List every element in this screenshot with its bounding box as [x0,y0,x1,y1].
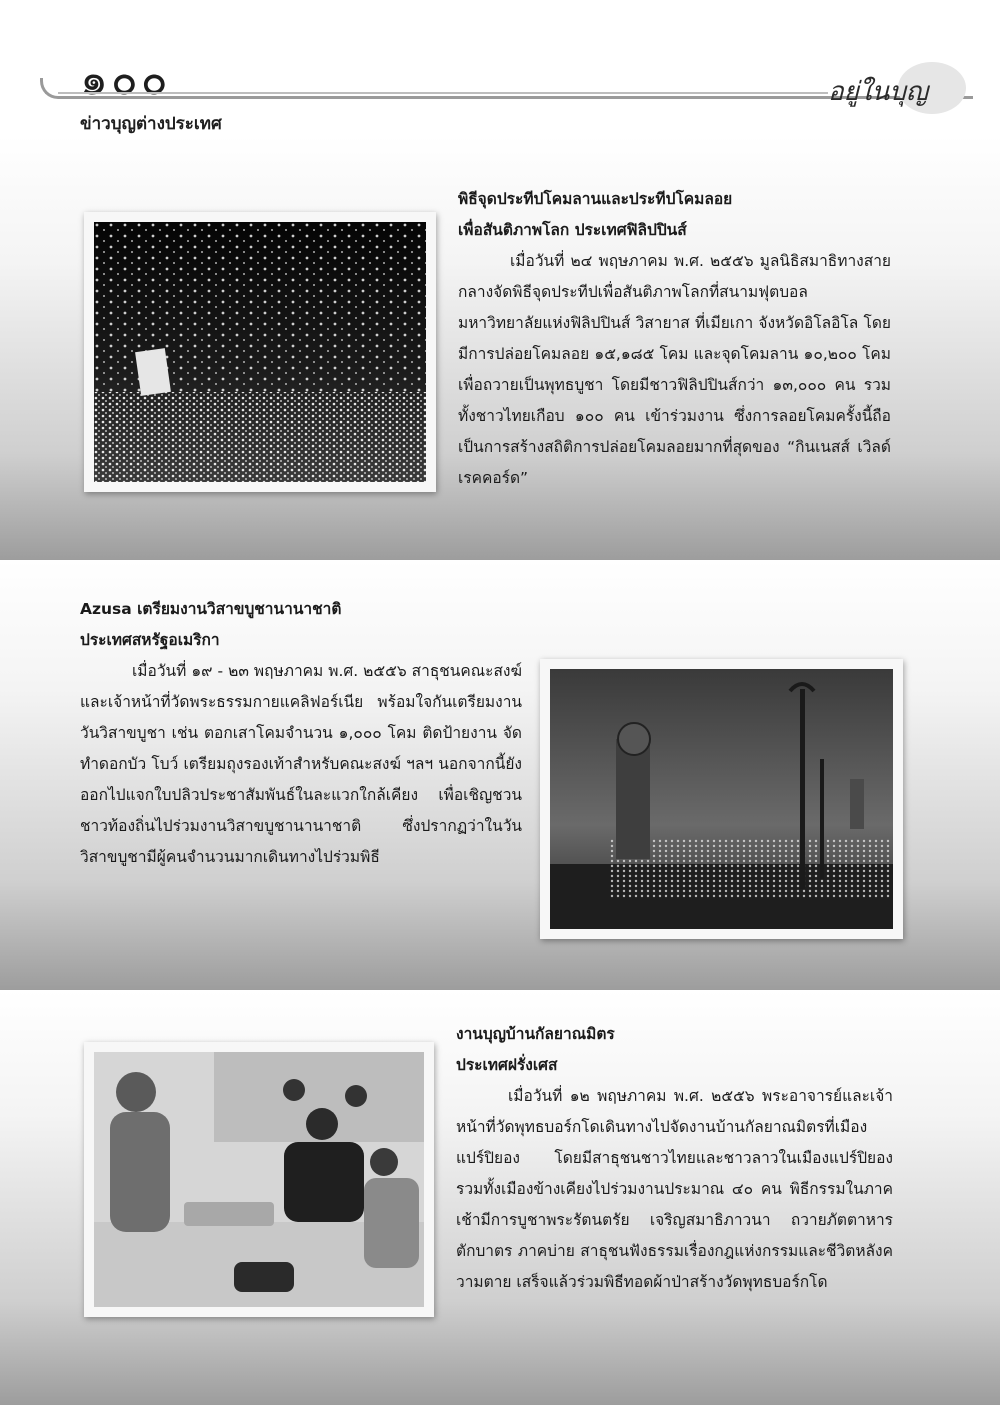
visakha-bucha-photo [540,659,903,939]
logo-text: อยู่ในบุญ [828,77,928,107]
article-body: เมื่อวันที่ ๒๔ พฤษภาคม พ.ศ. ๒๕๕๖ มูลนิธิสมาธิทางสายกลางจัดพิธีจุดประทีปเพื่อสันติภาพโลกที่สนามฟุตบอลมหาวิทยาลัยแห่งฟิลิปปินส์ วิสายาส ที่เมียเกา จังหวัดอิโลอิโล โดยมีการปล่อยโคมลอย ๑๕,๑๘๕ โคม และจุดโคมลาน ๑๐,๒๐๐ โคม เพื่อถวายเป็นพุทธบูชา โดยมีชาวฟิลิปปินส์กว่า ๑๓,๐๐๐ คน รวมทั้งชาวไทยเกือบ ๑๐๐ คน เข้าร่วมงาน ซึ่งการลอยโคมครั้งนี้ถือเป็นการสร้างสถิติการปล่อยโคมลอยมากที่สุดของ “กินเนสส์ เวิลด์ เรคคอร์ด” [458,252,891,487]
section-label: ข่าวบุญต่างประเทศ [80,114,222,134]
article-title-line: งานบุญบ้านกัลยาณมิตร [456,1025,615,1043]
article-title-line: ประเทศสหรัฐอเมริกา [80,631,220,649]
article-body: เมื่อวันที่ ๑๒ พฤษภาคม พ.ศ. ๒๕๕๖ พระอาจารย์และเจ้าหน้าที่วัดพุทธบอร์กโดเดินทางไปจัดงานบ้านกัลยาณมิตรที่เมืองแปร์ปิยอง โดยมีสาธุชนชาวไทยและชาวลาวในเมืองแปร์ปิยอง รวมทั้งเมืองข้างเคียงไปร่วมงานประมาณ ๔๐ คน พิธีกรรมในภาคเช้ามีการบูชาพระรัตนตรัย เจริญสมาธิภาวนา ถวายภัตตาหาร ตักบาตร ภาคบ่าย สาธุชนฟังธรรมเรื่องกฎแห่งกรรมและชีวิตหลังความตาย เสร็จแล้วร่วมพิธีทอดผ้าป่าสร้างวัดพุทธบอร์กโด [456,1087,893,1291]
kalyanamitra-photo [84,1042,434,1317]
article-usa [80,594,522,873]
visakha-photo-image [550,669,893,929]
magazine-logo [822,58,972,120]
lantern-photo-image [94,222,426,482]
article-france [456,1019,893,1298]
kalyanamitra-photo-image [94,1052,424,1307]
article-title-line: เพื่อสันติภาพโลก ประเทศฟิลิปปินส์ [458,221,687,239]
article-philippines [458,184,891,494]
lantern-festival-photo [84,212,436,492]
article-title-line: Azusa เตรียมงานวิสาขบูชานานาชาติ [80,600,342,618]
article-body: เมื่อวันที่ ๑๙ - ๒๓ พฤษภาคม พ.ศ. ๒๕๕๖ สาธุชนคณะสงฆ์ และเจ้าหน้าที่วัดพระธรรมกายแคลิฟอร์เนีย พร้อมใจกันเตรียมงานวันวิสาขบูชา เช่น ตอกเสาโคมจำนวน ๑,๐๐๐ โคม ติดป้ายงาน จัดทำดอกบัว โบว์ เตรียมถุงรองเท้าสำหรับคณะสงฆ์ ฯลฯ นอกจากนี้ยังออกไปแจกใบปลิวประชาสัมพันธ์ในละแวกใกล้เคียง เพื่อเชิญชวนชาวท้องถิ่นไปร่วมงานวิสาขบูชานานาชาติ ซึ่งปรากฏว่าในวันวิสาขบูชามีผู้คนจำนวนมากเดินทางไปร่วมพิธี [80,662,522,866]
header-rule-inner [58,92,828,95]
page-number: ๑๐๐ [80,54,171,105]
article-title-line: พิธีจุดประทีปโคมลานและประทีปโคมลอย [458,190,733,208]
article-title-line: ประเทศฝรั่งเศส [456,1056,558,1074]
